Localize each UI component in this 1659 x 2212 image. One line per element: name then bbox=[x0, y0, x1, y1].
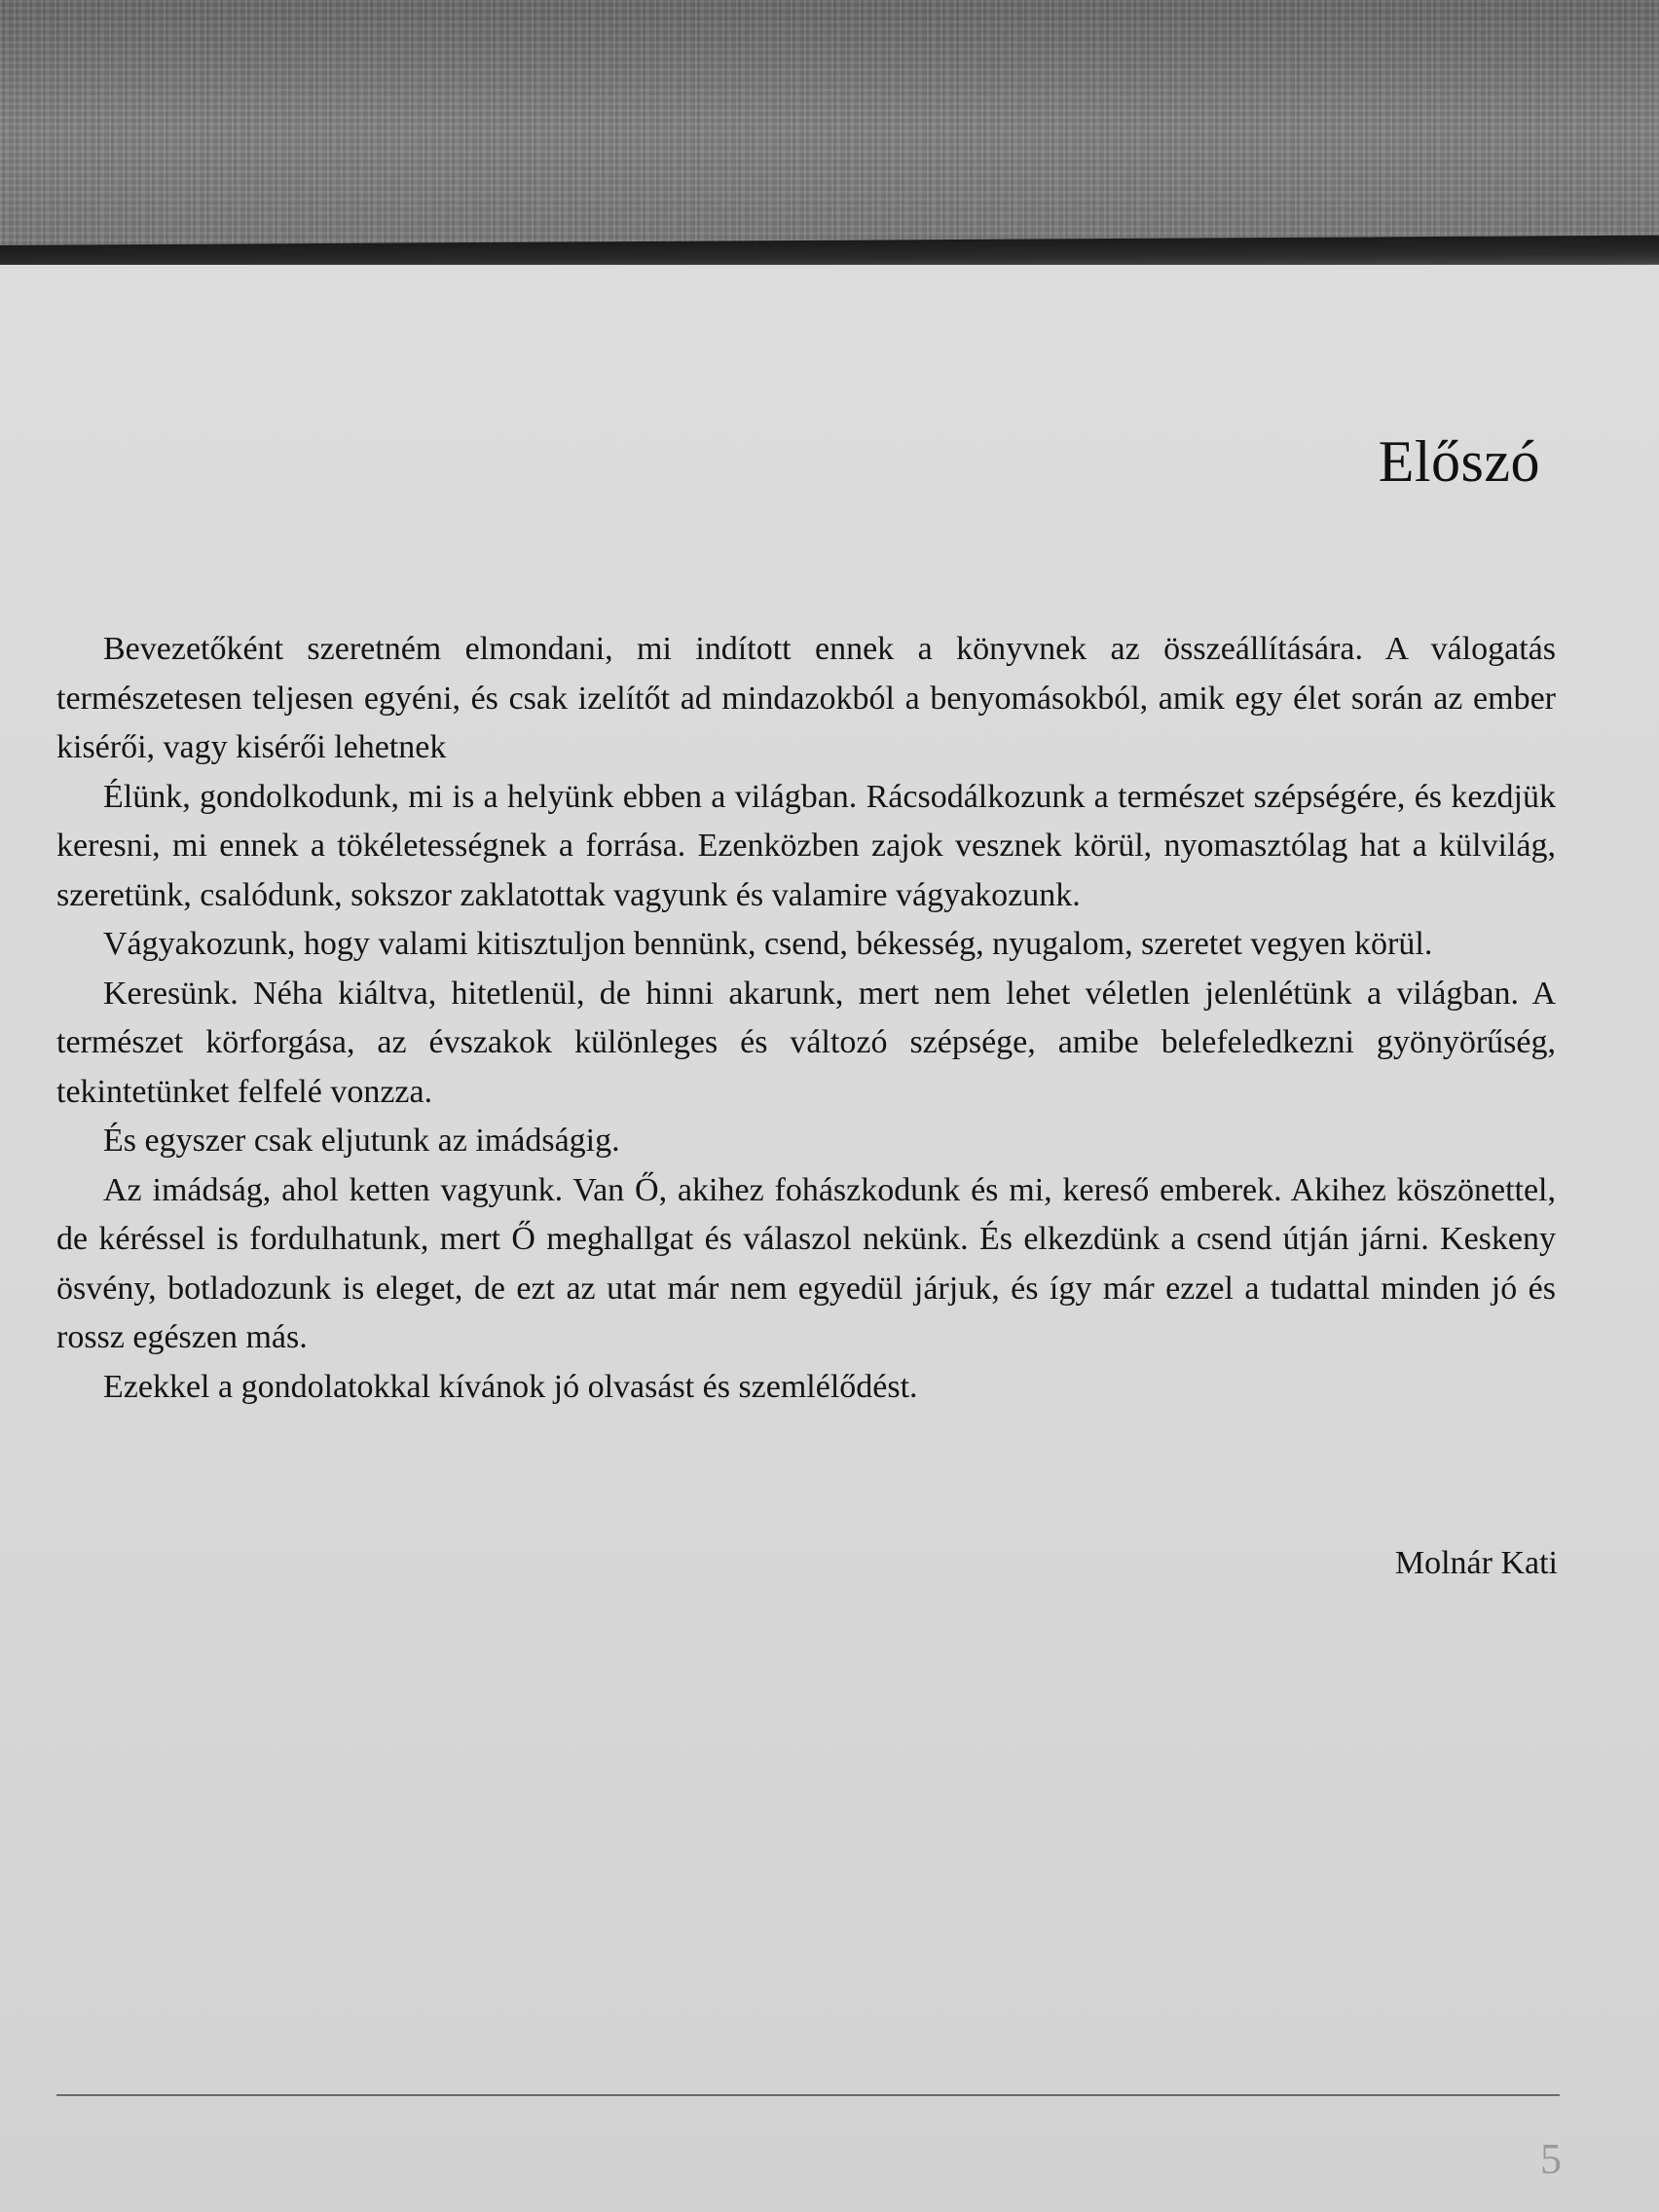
page-title: Előszó bbox=[1378, 429, 1540, 494]
paragraph-2: Élünk, gondolkodunk, mi is a helyünk ebben a világban. Rácsodálkozunk a természet szépségére, és kezdjük keresni, mi ennek a tökéletességnek a forrása. Ezenközben zajok vesznek körül, nyomasztólag hat a külvilág, szeretünk, csalódunk, sokszor zaklatottak vagyunk és valamire vágyakozunk. bbox=[56, 778, 1556, 913]
footer-divider bbox=[56, 2094, 1560, 2096]
page-number: 5 bbox=[1540, 2135, 1562, 2183]
paragraph-6: Az imádság, ahol ketten vagyunk. Van Ő, akihez fohászkodunk és mi, kereső emberek. Akihez köszönettel, de kéréssel is fordulhatunk, mert Ő meghallgat és válaszol nekünk. És elkezdünk a csend útján járni. Keskeny ösvény, botladozunk is eleget, de ezt az utat már nem egyedül járjuk, és így már ezzel a tudattal minden jó és rossz egészen más. bbox=[56, 1171, 1556, 1355]
paragraph-5: És egyszer csak eljutunk az imádságig. bbox=[103, 1123, 620, 1159]
preface-body bbox=[56, 625, 1556, 1412]
paragraph-1: Bevezetőként szeretném elmondani, mi indított ennek a könyvnek az összeállítására. A válogatás természetesen teljesen egyéni, és csak izelítőt ad mindazokból a benyomásokból, amik egy élet során az ember kisérői, vagy kisérői lehetnek bbox=[56, 631, 1556, 765]
paragraph-3: Vágyakozunk, hogy valami kitisztuljon bennünk, csend, békesség, nyugalom, szeretet vegyen körül. bbox=[103, 926, 1433, 962]
book-page bbox=[0, 265, 1659, 2212]
author-signature: Molnár Kati bbox=[1394, 1545, 1558, 1581]
paragraph-7: Ezekkel a gondolatokkal kívánok jó olvasást és szemlélődést. bbox=[103, 1368, 918, 1405]
paragraph-4: Keresünk. Néha kiáltva, hitetlenül, de hinni akarunk, mert nem lehet véletlen jelenlétünk a világban. A természet körforgása, az évszakok különleges és változó szépsége, amibe belefeledkezni gyönyörűség, tekintetünket felfelé vonzza. bbox=[56, 975, 1556, 1110]
